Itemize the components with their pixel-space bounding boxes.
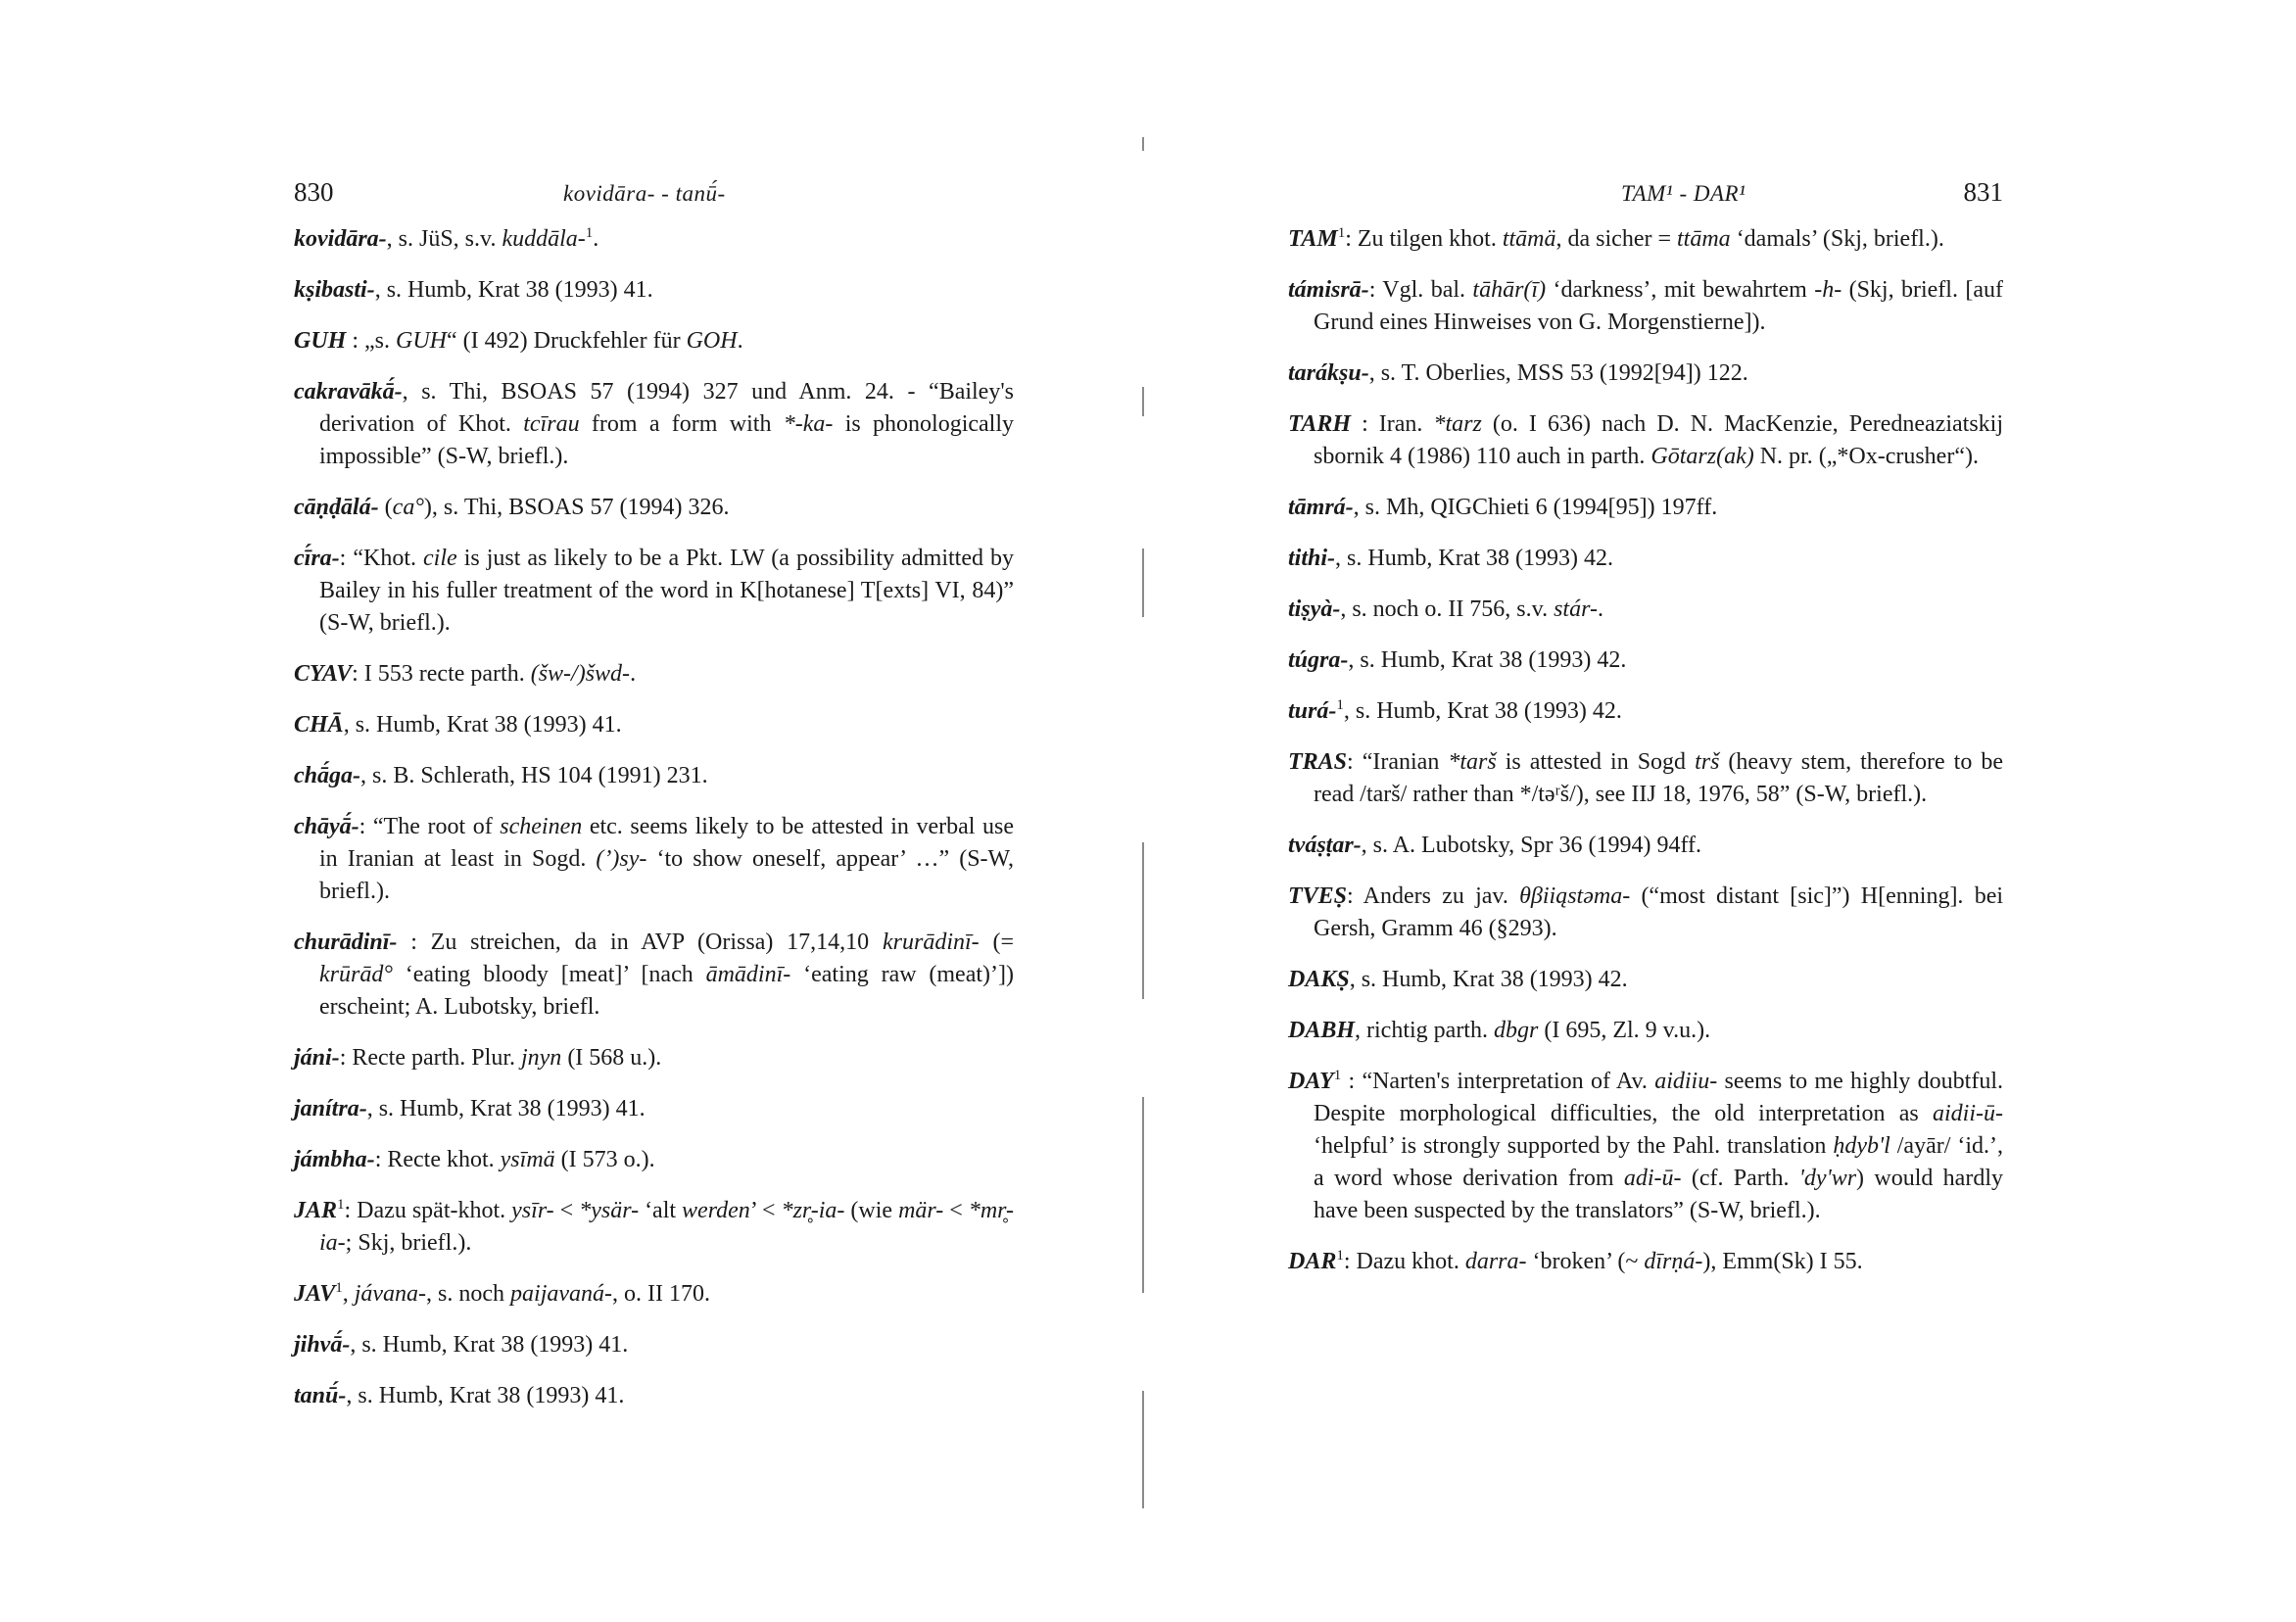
- entry-text: : I 553 recte parth.: [352, 661, 531, 687]
- entry-lemma: kṣibasti-: [294, 277, 375, 303]
- entry-lemma: DAR: [1288, 1249, 1337, 1274]
- entry-lemma: jámbha-: [294, 1147, 375, 1172]
- cited-form: (’)sy-: [596, 846, 647, 872]
- entry-text: .: [1597, 596, 1603, 622]
- entry-text: ‘helpful’ is strongly supported by the Pahl. translation: [1314, 1133, 1834, 1159]
- entry-text: , s. noch o. II 756, s.v.: [1340, 596, 1555, 622]
- entry-text: is phonologically impossible” (S-W, briefl.).: [319, 411, 1014, 469]
- entry-text: : Dazu spät-khot.: [344, 1198, 512, 1223]
- cited-form: 'dy'wr: [1798, 1166, 1857, 1191]
- entry-text: .: [593, 226, 599, 252]
- cited-form: *-ka-: [783, 411, 834, 437]
- dictionary-entry: [1288, 492, 2003, 524]
- entry-list-right: [1288, 223, 2003, 1297]
- dictionary-entry: [294, 760, 1014, 792]
- entry-lemma: kovidāra-: [294, 226, 387, 252]
- entry-text: : “Khot.: [339, 546, 424, 571]
- entry-text: is just as likely to be a Pkt. LW (a possibility admitted by Bailey in his fuller treatment of the word in K[hotanese] T[exts] VI, 84)” (S-W, briefl.).: [319, 546, 1015, 636]
- cited-form: Gōtarz(ak): [1650, 444, 1754, 469]
- entry-text: , o. II 170.: [612, 1281, 711, 1307]
- entry-text: etc. seems likely to be attested in verbal use in Iranian at least in Sogd.: [319, 814, 1014, 872]
- dictionary-entry: [294, 1144, 1014, 1176]
- dictionary-entry: [1288, 1246, 2003, 1278]
- entry-lemma: chāyā́-: [294, 814, 359, 839]
- cited-form: cile: [423, 546, 457, 571]
- cited-form: tcīrau: [523, 411, 580, 437]
- entry-text: ), s. Thi, BSOAS 57 (1994) 326.: [423, 495, 730, 520]
- entry-text: .: [630, 661, 637, 687]
- cited-form: jnyn: [520, 1045, 562, 1071]
- gutter-mark: [1142, 842, 1144, 999]
- cited-form: krurādinī-: [882, 930, 980, 955]
- entry-list-left: [294, 223, 1014, 1431]
- cited-form: *ysär-: [579, 1198, 640, 1223]
- entry-text: , s. Humb, Krat 38 (1993) 42.: [1335, 546, 1613, 571]
- cited-form: dīrṇá-: [1644, 1249, 1703, 1274]
- entry-text: N. pr. („*Ox-crusher“).: [1753, 444, 1979, 469]
- entry-text: ‘broken’ (~: [1526, 1249, 1645, 1274]
- entry-lemma: turá-: [1288, 698, 1337, 724]
- entry-text: (o. I 636) nach D. N. MacKenzie, Peredneaziatskij sbornik 4 (1986) 110 auch in parth.: [1314, 411, 2003, 469]
- entry-text: , s. Mh, QIGChieti 6 (1994[95]) 197ff.: [1353, 495, 1718, 520]
- entry-lemma: tiṣyà-: [1288, 596, 1341, 622]
- dictionary-entry: [1288, 695, 2003, 728]
- dictionary-entry: [1288, 644, 2003, 677]
- entry-text: <: [943, 1198, 969, 1223]
- entry-lemma: cakravākā́-: [294, 379, 403, 405]
- cited-form: *zr̥-ia-: [781, 1198, 845, 1223]
- entry-text: (: [378, 495, 393, 520]
- entry-text: : Zu streichen, da in AVP (Orissa) 17,14,10: [397, 930, 883, 955]
- entry-text: : „s.: [346, 328, 397, 354]
- entry-text: : Anders zu jav.: [1347, 883, 1520, 909]
- entry-text: ‘alt: [639, 1198, 683, 1223]
- dictionary-entry: [1288, 543, 2003, 575]
- dictionary-entry: [294, 811, 1014, 908]
- cited-form: trš: [1695, 749, 1720, 775]
- entry-text: <: [553, 1198, 580, 1223]
- cited-form: GOH: [686, 328, 738, 354]
- entry-text: : Recte parth. Plur.: [339, 1045, 521, 1071]
- cited-form: ysīmä: [500, 1147, 555, 1172]
- dictionary-entry: [1288, 274, 2003, 339]
- entry-text: “ (I 492) Druckfehler für: [447, 328, 687, 354]
- dictionary-entry: [1288, 223, 2003, 256]
- dictionary-entry: [294, 325, 1014, 358]
- entry-text: , s. T. Oberlies, MSS 53 (1992[94]) 122.: [1368, 360, 1748, 386]
- entry-text: , s. Humb, Krat 38 (1993) 42.: [1348, 647, 1627, 673]
- dictionary-entry: [294, 1380, 1014, 1412]
- dictionary-entry: [1288, 881, 2003, 945]
- dictionary-entry: [1288, 408, 2003, 473]
- entry-lemma: TAM: [1288, 226, 1338, 252]
- entry-text: : Zu tilgen khot.: [1345, 226, 1503, 252]
- entry-text: : Dazu khot.: [1343, 1249, 1465, 1274]
- cited-form: jávana-: [354, 1281, 427, 1307]
- entry-lemma: TRAS: [1288, 749, 1348, 775]
- cited-form: mär-: [898, 1198, 944, 1223]
- entry-text: : “The root of: [359, 814, 501, 839]
- cited-form: *mr̥-ia-: [319, 1198, 1014, 1256]
- entry-text: ; Skj, briefl.).: [345, 1230, 472, 1256]
- entry-lemma: tithi-: [1288, 546, 1336, 571]
- entry-text: ,: [342, 1281, 355, 1307]
- cited-form: adi-ū-: [1623, 1166, 1682, 1191]
- dictionary-entry: [1288, 1066, 2003, 1227]
- dictionary-entry: [294, 1042, 1014, 1074]
- entry-text: , s. A. Lubotsky, Spr 36 (1994) 94ff.: [1361, 833, 1702, 858]
- entry-text: , da sicher =: [1555, 226, 1678, 252]
- cited-form: ttāmä: [1502, 226, 1556, 252]
- entry-text: ‘damals’ (Skj, briefl.).: [1730, 226, 1944, 252]
- superscript-index: 1: [585, 225, 594, 241]
- entry-text: , s. Humb, Krat 38 (1993) 41.: [366, 1096, 646, 1121]
- superscript-index: 1: [337, 1197, 345, 1213]
- entry-text: ‘eating raw (meat)’]) erscheint; A. Lubotsky, briefl.: [319, 962, 1015, 1020]
- entry-lemma: JAV: [294, 1281, 336, 1307]
- dictionary-entry: [1288, 1015, 2003, 1047]
- entry-text: (heavy stem, therefore to be read /tarš/ rather than */təʳš/), see IIJ 18, 1976, 58” (S-W, briefl.).: [1314, 749, 2004, 807]
- dictionary-entry: [294, 1329, 1014, 1361]
- dictionary-entry: [294, 1278, 1014, 1311]
- dictionary-entry: [1288, 830, 2003, 862]
- entry-text: , s. Humb, Krat 38 (1993) 41.: [374, 277, 653, 303]
- entry-text: : Vgl. bal.: [1368, 277, 1473, 303]
- entry-text: , s. Thi, BSOAS 57 (1994) 327 und Anm. 24. - “Bailey's derivation of Khot.: [319, 379, 1014, 437]
- entry-lemma: TVEṢ: [1288, 883, 1348, 909]
- entry-text: (I 695, Zl. 9 v.u.).: [1538, 1018, 1711, 1043]
- entry-text: (I 568 u.).: [561, 1045, 662, 1071]
- page-number-right: 831: [1963, 177, 2003, 207]
- dictionary-entry: [294, 543, 1014, 640]
- entry-text: (I 573 o.).: [554, 1147, 655, 1172]
- cited-form: -h-: [1814, 277, 1842, 303]
- dictionary-entry: [294, 658, 1014, 691]
- entry-lemma: tarákṣu-: [1288, 360, 1369, 386]
- cited-form: scheinen: [500, 814, 583, 839]
- cited-form: ttāma: [1677, 226, 1731, 252]
- dictionary-entry: [294, 223, 1014, 256]
- running-title-right: TAM¹ - DAR¹: [1621, 181, 1746, 206]
- gutter-mark: [1142, 387, 1144, 416]
- cited-form: aidiiu-: [1654, 1069, 1718, 1094]
- entry-text: : “Iranian: [1347, 749, 1449, 775]
- entry-lemma: churādinī-: [294, 930, 398, 955]
- entry-text: , s. B. Schlerath, HS 104 (1991) 231.: [360, 763, 708, 788]
- superscript-index: 1: [1336, 1248, 1344, 1264]
- entry-lemma: CHĀ: [294, 712, 344, 738]
- running-head-left: [294, 177, 1014, 213]
- dictionary-entry: [294, 927, 1014, 1024]
- entry-lemma: cī́ra-: [294, 546, 340, 571]
- cited-form: krūrād°: [319, 962, 393, 987]
- entry-lemma: CYAV: [294, 661, 353, 687]
- dictionary-entry: [1288, 594, 2003, 626]
- dictionary-entry: [1288, 358, 2003, 390]
- dictionary-entry: [294, 1093, 1014, 1125]
- entry-lemma: chā́ga-: [294, 763, 360, 788]
- entry-text: seems to me highly doubtful. Despite morphological difficulties, the old interpretation as: [1314, 1069, 2003, 1126]
- superscript-index: 1: [1333, 1068, 1342, 1083]
- cited-form: θβiiąstəma-: [1519, 883, 1631, 909]
- entry-text: (Skj, briefl. [auf Grund eines Hinweises von G. Morgenstierne]).: [1314, 277, 2003, 335]
- entry-text: , s. JüS, s.v.: [386, 226, 502, 252]
- cited-form: ḥdyb'l: [1833, 1133, 1890, 1159]
- entry-text: (“most distant [sic]”) H[enning]. bei Gersh, Gramm 46 (§293).: [1314, 883, 2004, 941]
- entry-text: (cf. Parth.: [1681, 1166, 1799, 1191]
- entry-lemma: jáni-: [294, 1045, 340, 1071]
- entry-lemma: DAKṢ: [1288, 967, 1350, 992]
- entry-lemma: jihvā́-: [294, 1332, 351, 1358]
- entry-text: : “Narten's interpretation of Av.: [1341, 1069, 1655, 1094]
- entry-text: : Iran.: [1351, 411, 1434, 437]
- gutter-mark: [1142, 549, 1144, 617]
- dictionary-entry: [294, 274, 1014, 307]
- cited-form: werden: [682, 1198, 750, 1223]
- entry-text: , s. Humb, Krat 38 (1993) 42.: [1349, 967, 1628, 992]
- entry-lemma: GUH: [294, 328, 347, 354]
- cited-form: stár-: [1554, 596, 1598, 622]
- entry-text: /ayār/ ‘id.’, a word whose derivation from: [1314, 1133, 2003, 1191]
- dictionary-entry: [1288, 746, 2003, 811]
- cited-form: *tarš: [1448, 749, 1497, 775]
- entry-text: ) would hardly have been suspected by the translators” (S-W, briefl.).: [1314, 1166, 2003, 1223]
- entry-text: , s. Humb, Krat 38 (1993) 42.: [1343, 698, 1622, 724]
- gutter-mark: [1142, 137, 1144, 151]
- cited-form: aidii-ū-: [1933, 1101, 2003, 1126]
- entry-lemma: tváṣṭar-: [1288, 833, 1362, 858]
- cited-form: āmādinī-: [705, 962, 791, 987]
- entry-lemma: tanū́-: [294, 1383, 347, 1408]
- cited-form: *tarz: [1433, 411, 1482, 437]
- entry-text: , s. Humb, Krat 38 (1993) 41.: [343, 712, 622, 738]
- entry-lemma: DABH: [1288, 1018, 1356, 1043]
- dictionary-entry: [294, 709, 1014, 741]
- dictionary-entry: [294, 492, 1014, 524]
- entry-lemma: DAY: [1288, 1069, 1334, 1094]
- dictionary-entry: [294, 1195, 1014, 1260]
- cited-form: paijavaná-: [510, 1281, 613, 1307]
- dictionary-entry: [1288, 964, 2003, 996]
- running-title-left: kovidāra- - tanū́-: [563, 181, 726, 206]
- cited-form: ca°: [392, 495, 424, 520]
- entry-text: ‘to show oneself, appear’ …” (S-W, briefl.).: [319, 846, 1014, 904]
- cited-form: darra-: [1464, 1249, 1527, 1274]
- entry-text: , richtig parth.: [1355, 1018, 1494, 1043]
- entry-text: , s. noch: [426, 1281, 511, 1307]
- entry-text: , s. Humb, Krat 38 (1993) 41.: [346, 1383, 625, 1408]
- cited-form: GUH: [396, 328, 448, 354]
- entry-lemma: tāmrá-: [1288, 495, 1354, 520]
- entry-text: is attested in Sogd: [1496, 749, 1696, 775]
- entry-text: ’ <: [749, 1198, 782, 1223]
- entry-lemma: janítra-: [294, 1096, 367, 1121]
- entry-text: (wie: [844, 1198, 899, 1223]
- dictionary-entry: [294, 376, 1014, 473]
- cited-form: tāhār(ī): [1472, 277, 1547, 303]
- entry-text: .: [737, 328, 743, 354]
- cited-form: ysīr-: [511, 1198, 554, 1223]
- entry-text: (=: [979, 930, 1014, 955]
- superscript-index: 1: [1337, 225, 1346, 241]
- entry-text: : Recte khot.: [374, 1147, 501, 1172]
- entry-text: ‘darkness’, mit bewahrtem: [1546, 277, 1815, 303]
- entry-text: ), Emm(Sk) I 55.: [1702, 1249, 1863, 1274]
- entry-lemma: TARH: [1288, 411, 1352, 437]
- cited-form: (šw-/)šwd-: [530, 661, 631, 687]
- gutter-mark: [1142, 1391, 1144, 1508]
- entry-lemma: támisrā-: [1288, 277, 1369, 303]
- entry-lemma: cāṇḍālá-: [294, 495, 379, 520]
- entry-lemma: túgra-: [1288, 647, 1349, 673]
- page-number-left: 830: [294, 177, 334, 207]
- entry-text: , s. Humb, Krat 38 (1993) 41.: [350, 1332, 629, 1358]
- running-head-right: [1288, 177, 2003, 213]
- gutter-mark: [1142, 1097, 1144, 1293]
- superscript-index: 1: [335, 1280, 343, 1296]
- entry-lemma: JAR: [294, 1198, 338, 1223]
- superscript-index: 1: [1336, 697, 1344, 713]
- entry-text: ‘eating bloody [meat]’ [nach: [392, 962, 706, 987]
- cited-form: kuddāla-: [502, 226, 586, 252]
- cited-form: dbgr: [1493, 1018, 1539, 1043]
- entry-text: from a form with: [579, 411, 784, 437]
